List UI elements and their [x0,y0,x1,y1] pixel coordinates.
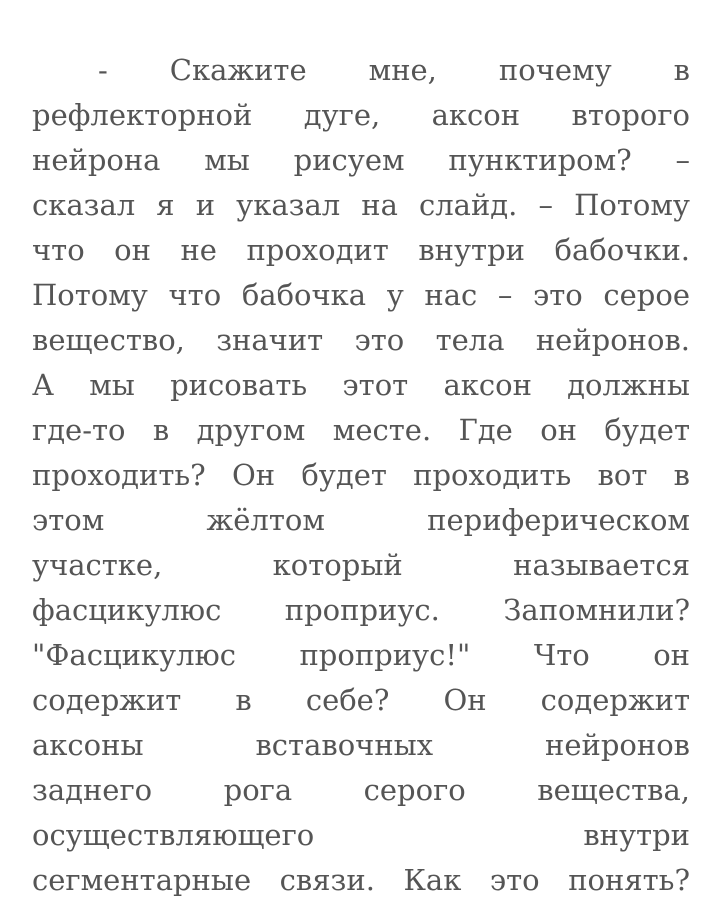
text-line: этом жёлтом периферическом [32,503,690,537]
text-line: сказал я и указал на слайд. – Потому [32,188,690,222]
text-line: Потому что бабочка у нас – это серое [32,278,690,312]
text-line: вещество, значит это тела нейронов. [32,323,690,357]
text-line: - Скажите мне, почему в [98,53,690,87]
text-line: сегментарные связи. Как это понять? [32,863,690,897]
text-line: что он не проходит внутри бабочки. [32,233,690,267]
text-line: заднего рога серого вещества, [32,773,690,807]
text-line: проходить? Он будет проходить вот в [32,458,690,492]
text-line: аксоны вставочных нейронов [32,728,690,762]
text-line: рефлекторной дуге, аксон второго [32,98,690,132]
text-line: нейрона мы рисуем пунктиром? – [32,143,690,177]
text-line: содержит в себе? Он содержит [32,683,690,717]
text-line: "Фасцикулюс проприус!" Что он [32,638,690,672]
text-line: где-то в другом месте. Где он будет [32,413,690,447]
text-line: осуществляющего внутри [32,818,690,852]
text-line: А мы рисовать этот аксон должны [32,368,690,402]
text-body [32,48,690,903]
text-line: участке, который называется [32,548,690,582]
text-line: фасцикулюс проприус. Запомнили? [32,593,690,627]
